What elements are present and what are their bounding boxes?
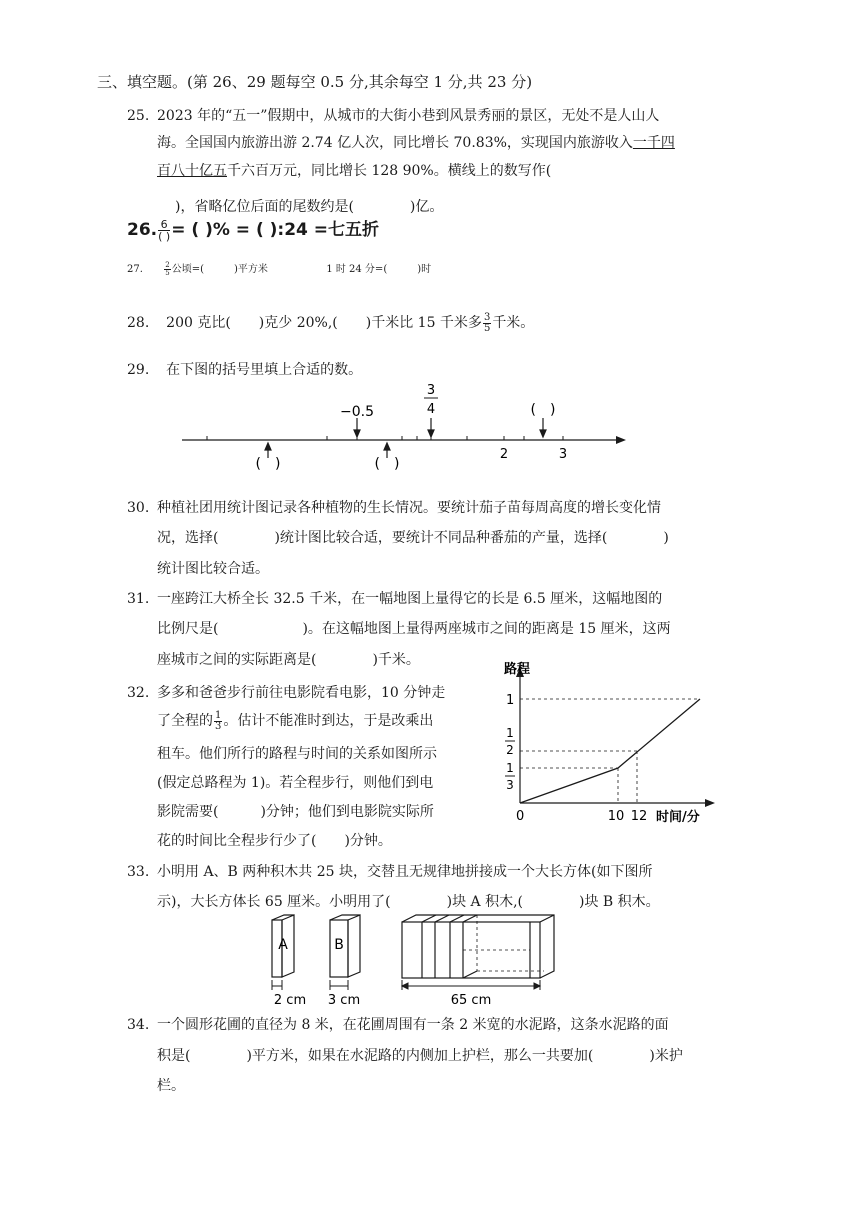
distance-time-graph: [470, 655, 730, 830]
question-text: 百八十亿五千六百万元，同比增长 128 90%。横线上的数写作(: [157, 163, 552, 179]
question-text: 栏。: [157, 1078, 185, 1094]
question-text: 租车。他们所行的路程与时间的关系如图所示: [157, 746, 437, 762]
question-text: 座城市之间的实际距离是( )千米。: [157, 652, 420, 668]
question-text: )，省略亿位后面的尾数约是( )亿。: [175, 199, 444, 215]
question-number: 26.: [127, 220, 158, 240]
label-three-fourths-den: 4: [426, 402, 436, 417]
question-text: 影院需要( )分钟；他们到电影院实际所: [157, 804, 434, 820]
fraction: $\frac{2}{5}$: [165, 261, 170, 277]
blank-paren-top: ( ): [530, 402, 556, 418]
arrow-right-icon: [705, 799, 715, 807]
arrow-up-icon: [265, 443, 271, 450]
question-text: (假定总路程为 1)。若全程步行，则他们到电: [157, 775, 434, 791]
question-27: 27. $\frac{2}{5}$ 公顷=( )平方米 1 时 24 分=( )时: [127, 261, 432, 277]
question-number: 30.: [127, 500, 150, 516]
question-text: 一个圆形花圃的直径为 8 米，在花圃周围有一条 2 米宽的水泥路，这条水泥路的面: [157, 1017, 669, 1033]
block-a-width: 2 cm: [273, 993, 307, 1007]
question-text: 况，选择( )统计图比较合适，要统计不同品种番茄的产量，选择( ): [157, 530, 669, 546]
svg-text:1: 1: [506, 726, 514, 740]
question-text: 海。全国国内旅游出游 2.74 亿人次，同比增长 70.83%，实现国内旅游收入一千四: [157, 135, 675, 151]
svg-text:3: 3: [506, 778, 514, 792]
x-tick-10: 10: [607, 809, 625, 824]
underlined-number: 百八十亿五: [157, 163, 227, 179]
total-length: 65 cm: [450, 993, 492, 1007]
y-axis-label: 路程: [504, 662, 531, 677]
block-b-label: B: [334, 937, 344, 953]
question-text: 了全程的 $\frac{1}{3}$ 。估计不能准时到达，于是改乘出: [157, 709, 434, 732]
question-text: 一座跨江大桥全长 32.5 千米，在一幅地图上量得它的长是 6.5 厘米，这幅地图的: [157, 591, 663, 607]
question-text: 2023 年的“五一”假期中，从城市的大街小巷到风景秀丽的景区，无处不是人山人: [157, 108, 660, 124]
question-number: 25.: [127, 108, 150, 124]
question-text: 小明用 A、B 两种积木共 25 块，交替且无规律地拼接成一个大长方体(如下图所: [157, 864, 653, 880]
question-text: 积是( )平方米，如果在水泥路的内侧加上护栏，那么一共要加( )米护: [157, 1048, 683, 1064]
arrow-up-icon: [384, 443, 390, 450]
svg-text:2: 2: [506, 743, 514, 757]
fraction: $\frac{1}{3}$: [215, 709, 222, 732]
blocks-figure: [260, 912, 580, 1007]
label-three-fourths-num: 3: [426, 383, 436, 398]
y-tick-1: 1: [506, 693, 515, 708]
x-tick-12: 12: [630, 809, 648, 824]
question-text: 种植社团用统计图记录各种植物的生长情况。要统计茄子苗每周高度的增长变化情: [157, 500, 661, 516]
arrow-down-icon: [354, 430, 360, 437]
question-text: 花的时间比全程步行少了( )分钟。: [157, 833, 392, 849]
question-text: 多多和爸爸步行前往电影院看电影，10 分钟走: [157, 685, 446, 701]
axis-arrow-icon: [616, 436, 626, 444]
question-26: 26. $\frac{6}{( )}$ = ( )% = ( ):24 =七五折: [127, 217, 380, 243]
underlined-number: 一千四: [632, 135, 675, 151]
question-number: 33.: [127, 864, 150, 880]
arrow-down-icon: [540, 430, 546, 437]
label-negative-half: −0.5: [340, 404, 374, 420]
question-text: 示)，大长方体长 65 厘米。小明用了( )块 A 积木,( )块 B 积木。: [157, 894, 660, 910]
fraction: $\frac{6}{( )}$: [158, 217, 171, 243]
x-axis-label: 时间/分: [656, 810, 700, 825]
question-number: 28.: [127, 315, 150, 331]
block-a-label: A: [278, 937, 288, 953]
fraction: $\frac{3}{5}$: [483, 311, 491, 334]
question-number: 34.: [127, 1017, 150, 1033]
svg-text:1: 1: [506, 761, 514, 775]
question-text: 统计图比较合适。: [157, 561, 269, 577]
blank-paren-bottom: ( ): [374, 456, 400, 472]
arrow-down-icon: [428, 430, 434, 437]
tick-label-2: 2: [499, 447, 509, 462]
section-title: 三、填空题。(第 26、29 题每空 0.5 分,其余每空 1 分,共 23 分): [97, 73, 533, 91]
question-text: 比例尺是( )。在这幅地图上量得两座城市之间的距离是 15 厘米，这两: [157, 621, 671, 637]
block-b-width: 3 cm: [327, 993, 361, 1007]
blank-paren-bottom: ( ): [255, 456, 281, 472]
number-line-figure: [0, 0, 860, 480]
question-number: 32.: [127, 685, 150, 701]
question-number: 31.: [127, 591, 150, 607]
question-number: 29.: [127, 362, 150, 378]
guide-lines: [520, 699, 700, 803]
question-29: 29. 在下图的括号里填上合适的数。: [127, 362, 363, 378]
origin-label: 0: [516, 809, 525, 824]
tick-label-3: 3: [558, 447, 568, 462]
question-number: 27.: [127, 264, 143, 275]
question-28: 28. 200 克比( )克少 20%,( )千米比 15 千米多 $\frac{3}{5}$ 千米。: [127, 311, 535, 334]
